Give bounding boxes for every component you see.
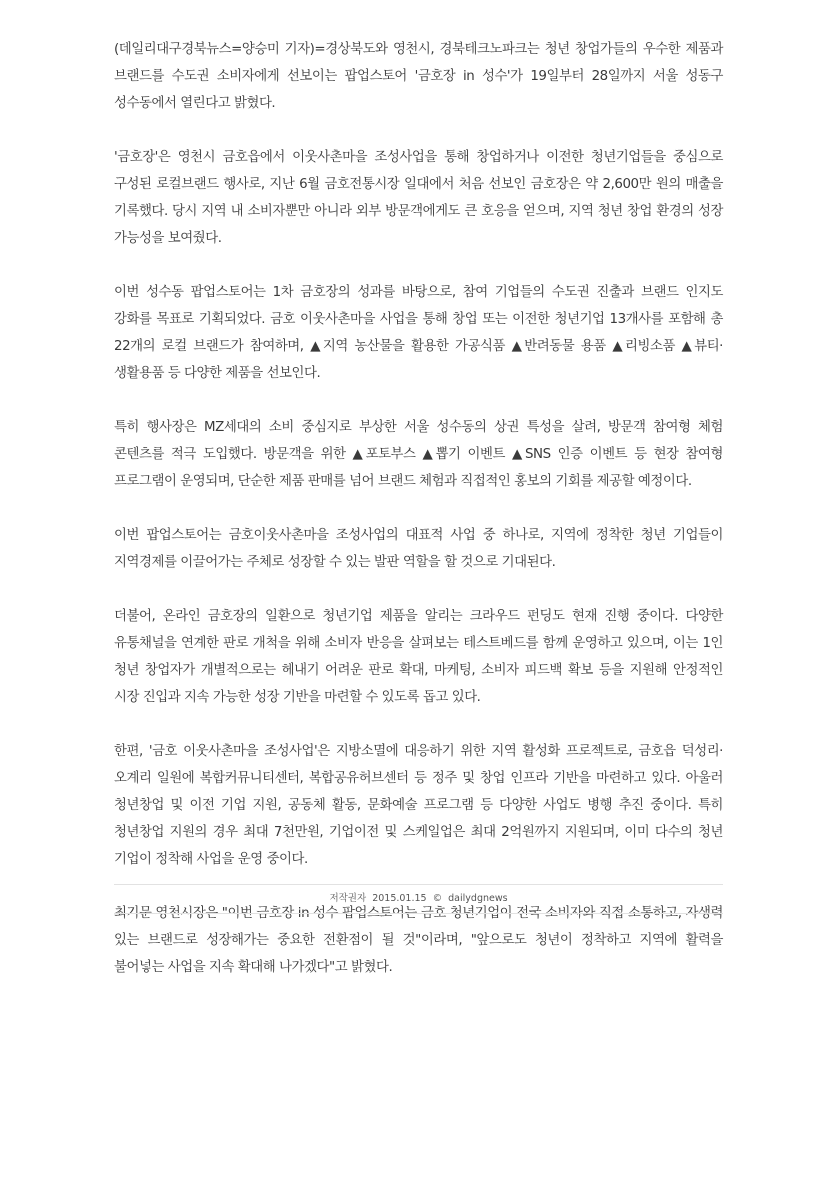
copyright-date: 2015.01.15 [372,893,427,904]
article-body [114,36,723,1008]
article-paragraph: (데일리대구경북뉴스=양승미 기자)=경상북도와 영천시, 경북테크노파크는 청년 창업가들의 우수한 제품과 브랜드를 수도권 소비자에게 선보이는 팝업스토어 '금호장 in 성수'가 19일부터 28일까지 서울 성동구 성수동에서 열린다고 밝혔다. [114,42,723,111]
article-paragraph: 더불어, 온라인 금호장의 일환으로 청년기업 제품을 알리는 크라우드 펀딩도 현재 진행 중이다. 다양한 유통채널을 연계한 판로 개척을 위해 소비자 반응을 살펴보는 테스트베드를 함께 운영하고 있으며, 이는 1인 청년 창업자가 개별적으로는 헤내기 어려운 판로 확대, 마케팅, 소비자 피드백 확보 등을 지원해 안정적인 시장 진입과 지속 가능한 성장 기반을 마련할 수 있도록 돕고 있다. [114,609,723,705]
article-paragraph: 이번 성수동 팝업스토어는 1차 금호장의 성과를 바탕으로, 참여 기업들의 수도권 진출과 브랜드 인지도 강화를 목표로 기획되었다. 금호 이웃사촌마을 사업을 통해 창업 또는 이전한 청년기업 13개사를 포함해 총 22개의 로컬 브랜드가 참여하며, ▲지역 농산물을 활용한 가공식품 ▲반려동물 용품 ▲리빙소품 ▲뷰티·생활용품 등 다양한 제품을 선보인다. [114,285,723,381]
article-paragraph: 특히 행사장은 MZ세대의 소비 중심지로 부상한 서울 성수동의 상권 특성을 살려, 방문객 참여형 체험 콘텐츠를 적극 도입했다. 방문객을 위한 ▲포토부스 ▲뽑기 이벤트 ▲SNS 인증 이벤트 등 현장 참여형 프로그램이 운영되며, 단순한 제품 판매를 넘어 브랜드 체험과 직접적인 홍보의 기회를 제공할 예정이다. [114,420,723,489]
article-paragraph: '금호장'은 영천시 금호읍에서 이웃사촌마을 조성사업을 통해 창업하거나 이전한 청년기업들을 중심으로 구성된 로컬브랜드 행사로, 지난 6월 금호전통시장 일대에서 처음 선보인 금호장은 약 2,600만 원의 매출을 기록했다. 당시 지역 내 소비자뿐만 아니라 외부 방문객에게도 큰 호응을 얻으며, 지역 청년 창업 환경의 성장 가능성을 보여줬다. [114,150,723,246]
article-paragraph: 한편, '금호 이웃사촌마을 조성사업'은 지방소멸에 대응하기 위한 지역 활성화 프로젝트로, 금호읍 덕성리·오계리 일원에 복합커뮤니티센터, 복합공유허브센터 등 정주 및 창업 인프라 기반을 마련하고 있다. 아울러 청년창업 및 이전 기업 지원, 공동체 활동, 문화예술 프로그램 등 다양한 사업도 병행 추진 중이다. 특히 청년창업 지원의 경우 최대 7천만원, 기업이전 및 스케일업은 최대 2억원까지 지원되며, 이미 다수의 청년 기업이 정착해 사업을 운영 중이다. [114,744,723,867]
copyright-label: 저작권자 [329,893,367,904]
article-paragraph: 이번 팝업스토어는 금호이웃사촌마을 조성사업의 대표적 사업 중 하나로, 지역에 정착한 청년 기업들이 지역경제를 이끌어가는 주체로 성장할 수 있는 발판 역할을 할 것으로 기대된다. [114,528,723,570]
copyright-source: dailydgnews [448,893,508,904]
copyright-symbol: © [432,893,443,904]
article-paragraph: 최기문 영천시장은 "이번 금호장 in 성수 팝업스토어는 금호 청년기업이 전국 소비자와 직접 소통하고, 자생력 있는 브랜드로 성장해가는 중요한 전환점이 될 것"이라며, "앞으로도 청년이 정착하고 지역에 활력을 불어넣는 사업을 지속 확대해 나가겠다"고 밝혔다. [114,906,723,975]
copyright-footer [114,884,723,914]
